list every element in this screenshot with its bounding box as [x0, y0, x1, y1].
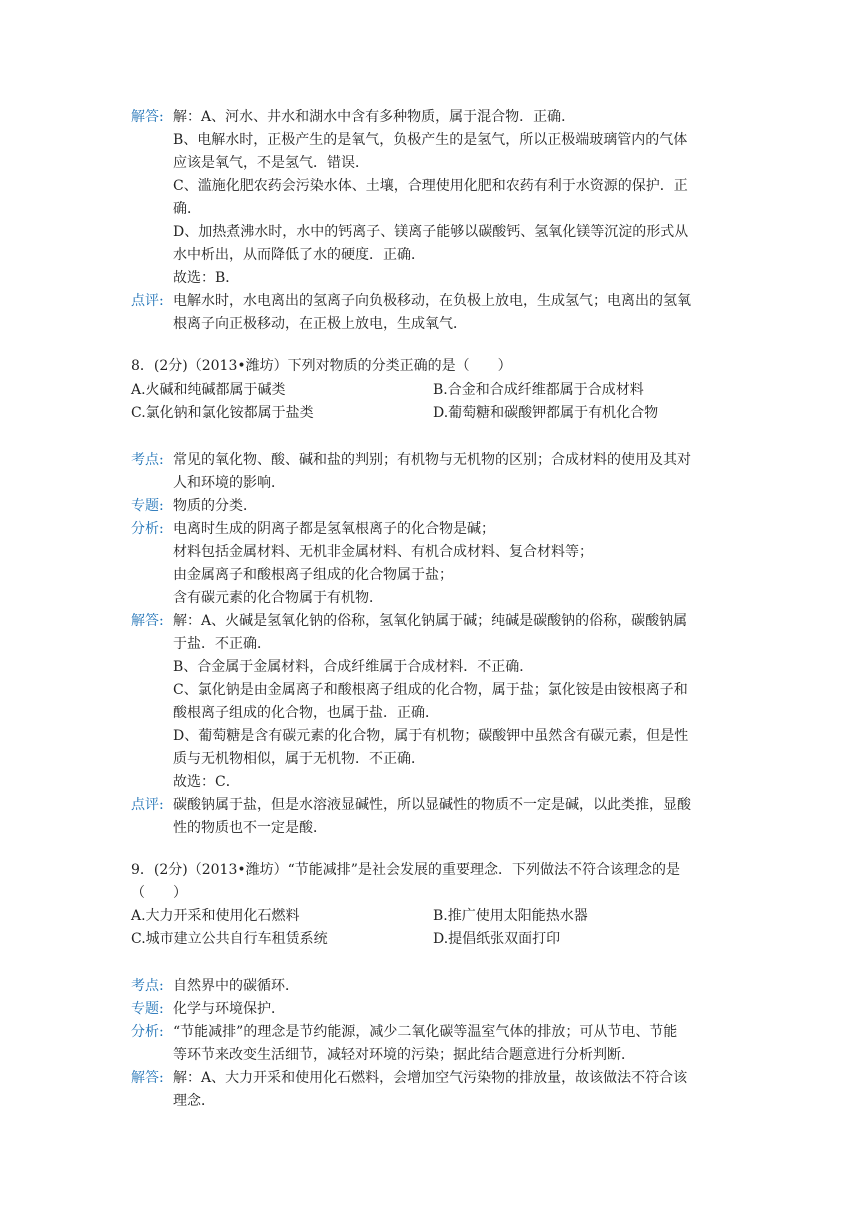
topic-label: 专题: [131, 498, 164, 514]
answer-line: C、氯化钠是由金属离子和酸根离子组成的化合物，属于盐；氯化铵是由铵根离子和 [173, 682, 688, 698]
answer-line: 确． [173, 201, 201, 217]
option-c: C.氯化钠和氯化铵都属于盐类 [131, 405, 314, 421]
point-line: 人和环境的影响． [173, 475, 285, 491]
answer-line: 应该是氧气，不是氢气．错误． [173, 155, 369, 171]
answer-label: 解答: [131, 109, 164, 125]
option-a: A.大力开采和使用化石燃料 [131, 908, 300, 924]
analysis-line: 含有碳元素的化合物属于有机物． [173, 590, 383, 606]
analysis-label: 分析: [131, 1024, 164, 1040]
answer-line: 理念． [173, 1093, 215, 1109]
option-c: C.城市建立公共自行车租赁系统 [131, 931, 328, 947]
option-b: B.合金和合成纤维都属于合成材料 [433, 382, 644, 398]
answer-line: 解：A、河水、井水和湖水中含有多种物质，属于混合物．正确． [173, 109, 576, 125]
comment-line: 性的物质也不一定是酸． [173, 820, 327, 836]
option-a: A.火碱和纯碱都属于碱类 [131, 382, 286, 398]
comment-label: 点评: [131, 293, 164, 309]
answer-line: D、加热煮沸水时，水中的钙离子、镁离子能够以碳酸钙、氢氧化镁等沉淀的形式从 [173, 224, 689, 240]
answer-line: C、滥施化肥农药会污染水体、土壤，合理使用化肥和农药有利于水资源的保护．正 [173, 178, 688, 194]
point-text: 自然界中的碳循环． [173, 978, 299, 994]
question-stem: 8．(2分)（2013•潍坊）下列对物质的分类正确的是（ ） [131, 358, 512, 374]
point-line: 常见的氧化物、酸、碱和盐的判别；有机物与无机物的区别；合成材料的使用及其对 [173, 452, 691, 468]
point-label: 考点: [131, 978, 164, 994]
option-b: B.推广使用太阳能热水器 [433, 908, 588, 924]
option-d: D.葡萄糖和碳酸钾都属于有机化合物 [433, 405, 659, 421]
analysis-line: 由金属离子和酸根离子组成的化合物属于盐； [173, 567, 453, 583]
comment-line: 碳酸钠属于盐，但是水溶液显碱性，所以显碱性的物质不一定是碱，以此类推，显酸 [173, 797, 691, 813]
answer-line: 故选：C． [173, 774, 240, 790]
answer-label: 解答: [131, 1070, 164, 1086]
answer-line: 解：A、火碱是氢氧化钠的俗称，氢氧化钠属于碱；纯碱是碳酸钠的俗称，碳酸钠属 [173, 613, 688, 629]
topic-label: 专题: [131, 1001, 164, 1017]
analysis-line: 材料包括金属材料、无机非金属材料、有机合成材料、复合材料等； [173, 544, 593, 560]
topic-text: 化学与环境保护． [173, 1001, 285, 1017]
answer-line: B、电解水时，正极产生的是氧气，负极产生的是氢气，所以正极端玻璃管内的气体 [173, 132, 688, 148]
answer-line: 水中析出，从而降低了水的硬度．正确． [173, 247, 425, 263]
analysis-line: “节能减排”的理念是节约能源，减少二氧化碳等温室气体的排放；可从节电、节能 [173, 1024, 678, 1040]
analysis-label: 分析: [131, 521, 164, 537]
answer-line: 酸根离子组成的化合物，也属于盐．正确． [173, 705, 439, 721]
analysis-line: 电离时生成的阴离子都是氢氧根离子的化合物是碱； [173, 521, 495, 537]
question-stem-cont: （ ） [131, 885, 187, 901]
comment-line: 根离子向正极移动，在正极上放电，生成氧气． [173, 316, 467, 332]
topic-text: 物质的分类． [173, 498, 257, 514]
analysis-line: 等环节来改变生活细节，减轻对环境的污染；据此结合题意进行分析判断． [173, 1047, 635, 1063]
point-label: 考点: [131, 452, 164, 468]
answer-line: 于盐．不正确． [173, 636, 271, 652]
answer-label: 解答: [131, 613, 164, 629]
answer-line: 解：A、大力开采和使用化石燃料，会增加空气污染物的排放量，故该做法不符合该 [173, 1070, 688, 1086]
question-stem: 9．(2分)（2013•潍坊）“节能减排”是社会发展的重要理念．下列做法不符合该理念的是 [131, 862, 680, 878]
answer-line: D、葡萄糖是含有碳元素的化合物，属于有机物；碳酸钾中虽然含有碳元素，但是性 [173, 728, 689, 744]
answer-line: B、合金属于金属材料，合成纤维属于合成材料．不正确． [173, 659, 534, 675]
option-d: D.提倡纸张双面打印 [433, 931, 561, 947]
answer-line: 质与无机物相似，属于无机物．不正确． [173, 751, 425, 767]
comment-label: 点评: [131, 797, 164, 813]
comment-line: 电解水时，水电离出的氢离子向负极移动，在负极上放电，生成氢气；电离出的氢氧 [173, 293, 691, 309]
answer-line: 故选：B． [173, 270, 240, 286]
